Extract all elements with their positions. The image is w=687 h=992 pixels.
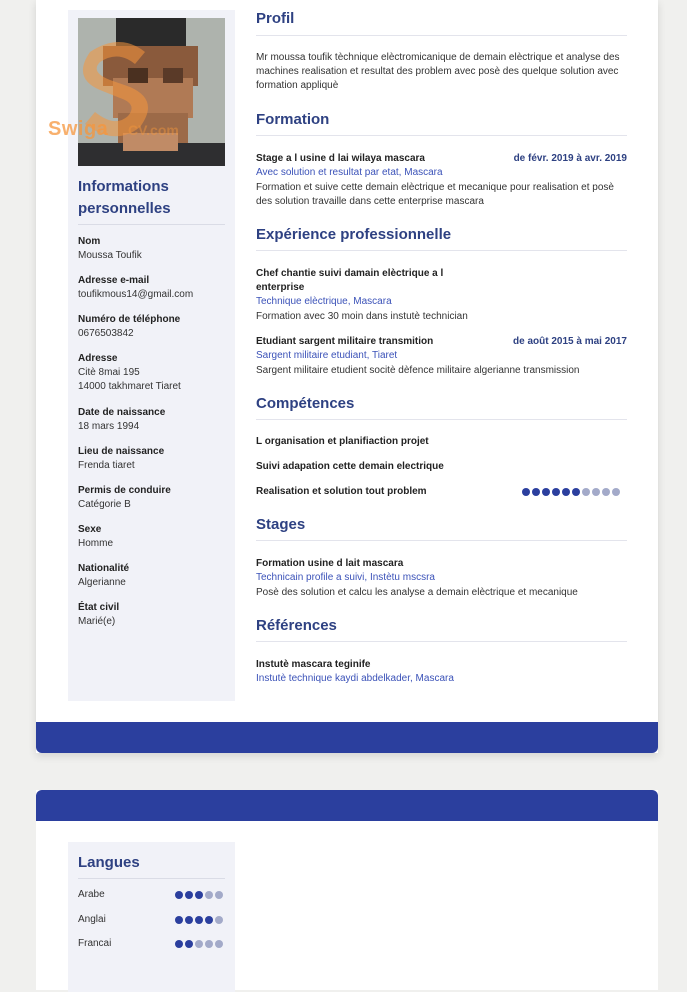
rating-dot [215,940,223,948]
sidebar [48,10,235,701]
divider [78,224,225,225]
divider [256,135,627,136]
divider [256,641,627,642]
field-address: Adresse Citè 8mai 195 14000 takhmaret Tiaret [78,353,181,392]
field-driving-license: Permis de conduire Catégorie B [78,485,171,510]
experience-item-title: Etudiant sargent militaire transmition [256,336,434,347]
formation-item-date: de févr. 2019 à avr. 2019 [513,153,627,164]
section-title-experience: Expérience professionnelle [256,226,452,243]
skill-label: L organisation et planifiaction projet [256,436,429,447]
field-email: Adresse e-mail toufikmous14@gmail.com [78,275,194,300]
divider [256,419,627,420]
section-title-references: Références [256,617,337,634]
experience-item-desc: Formation avec 30 moin dans instutè technician [256,311,468,322]
field-nationality: Nationalité Algerianne [78,563,130,588]
profil-text: Mr moussa toufik tèchnique elèctromicanique de demain elèctrique et analyse des machines realisation et resultat des problem avec posè des quelque solution avec formation appliquè [256,52,620,91]
rating-dot [175,940,183,948]
field-birth-place: Lieu de naissance Frenda tiaret [78,446,165,471]
field-sex: Sexe Homme [78,524,114,549]
section-title-profil: Profil [256,10,295,27]
language-rating [175,940,223,948]
section-title-stages: Stages [256,516,306,533]
reference-item-sub: Instutè technique kaydi abdelkader, Mascara [256,673,454,684]
rating-dot [572,488,580,496]
rating-dot [195,916,203,924]
rating-dot [215,891,223,899]
rating-dot [205,940,213,948]
language-label: Arabe [78,889,105,900]
field-birth-date: Date de naissance 18 mars 1994 [78,407,166,432]
rating-dot [215,916,223,924]
rating-dot [562,488,570,496]
formation-item-desc: Formation et suive cette demain elèctrique et mecanique pour realisation et posè des solution travaille dans cette enterprise mascara [256,182,614,207]
rating-dot [552,488,560,496]
rating-dot [185,940,193,948]
rating-dot [205,916,213,924]
field-name: Nom Moussa Toufik [78,236,142,261]
experience-item-title: Chef chantie suivi damain elèctrique a l enterprise [256,268,444,293]
rating-dot [205,891,213,899]
reference-item-title: Instutè mascara teginife [256,659,371,670]
stage-item-title: Formation usine d lait mascara [256,558,404,569]
skill-label: Suivi adapation cette demain electrique [256,461,444,472]
experience-item-desc: Sargent militaire etudient socitè dèfence militaire algerianne transmission [256,365,580,376]
stage-item-sub: Technicain profile a suivi, Instètu mscsra [256,572,435,583]
stage-item-desc: Posè des solution et calcu les analyse a demain elèctrique et mecanique [256,587,578,598]
rating-dot [175,891,183,899]
rating-dot [175,916,183,924]
watermark-text-secondary: CV.com [128,122,179,138]
rating-dot [185,916,193,924]
skill-rating [522,488,620,496]
rating-dot [532,488,540,496]
experience-item-sub: Technique elèctrique, Mascara [256,296,392,307]
rating-dot [185,891,193,899]
rating-dot [612,488,620,496]
rating-dot [195,940,203,948]
field-civil-status: État civil Marié(e) [78,602,120,627]
formation-item-sub: Avec solution et resultat par etat, Mascara [256,167,443,178]
language-rating [175,916,223,924]
experience-item-date: de août 2015 à mai 2017 [513,336,627,347]
cv-page-2 [36,790,658,990]
languages-title: Langues [78,854,140,871]
watermark-text: Swiga [48,118,109,140]
page-footer-band [36,722,658,753]
personal-info-title: Informations personnelles [78,178,171,217]
language-label: Anglai [78,914,106,925]
rating-dot [195,891,203,899]
sidebar [68,842,235,992]
divider [256,35,627,36]
language-label: Francai [78,938,112,949]
cv-page-1 [36,0,658,753]
skill-label: Realisation et solution tout problem [256,486,427,497]
rating-dot [592,488,600,496]
rating-dot [602,488,610,496]
page-header-band [36,790,658,821]
formation-item-title: Stage a l usine d lai wilaya mascara [256,153,425,164]
rating-dot [582,488,590,496]
section-title-competences: Compétences [256,395,355,412]
divider [256,540,627,541]
section-title-formation: Formation [256,111,330,128]
rating-dot [522,488,530,496]
field-phone: Numéro de téléphone 0676503842 [78,314,181,339]
divider [78,878,225,879]
rating-dot [542,488,550,496]
language-rating [175,891,223,899]
divider [256,250,627,251]
experience-item-sub: Sargent militaire etudiant, Tiaret [256,350,398,361]
